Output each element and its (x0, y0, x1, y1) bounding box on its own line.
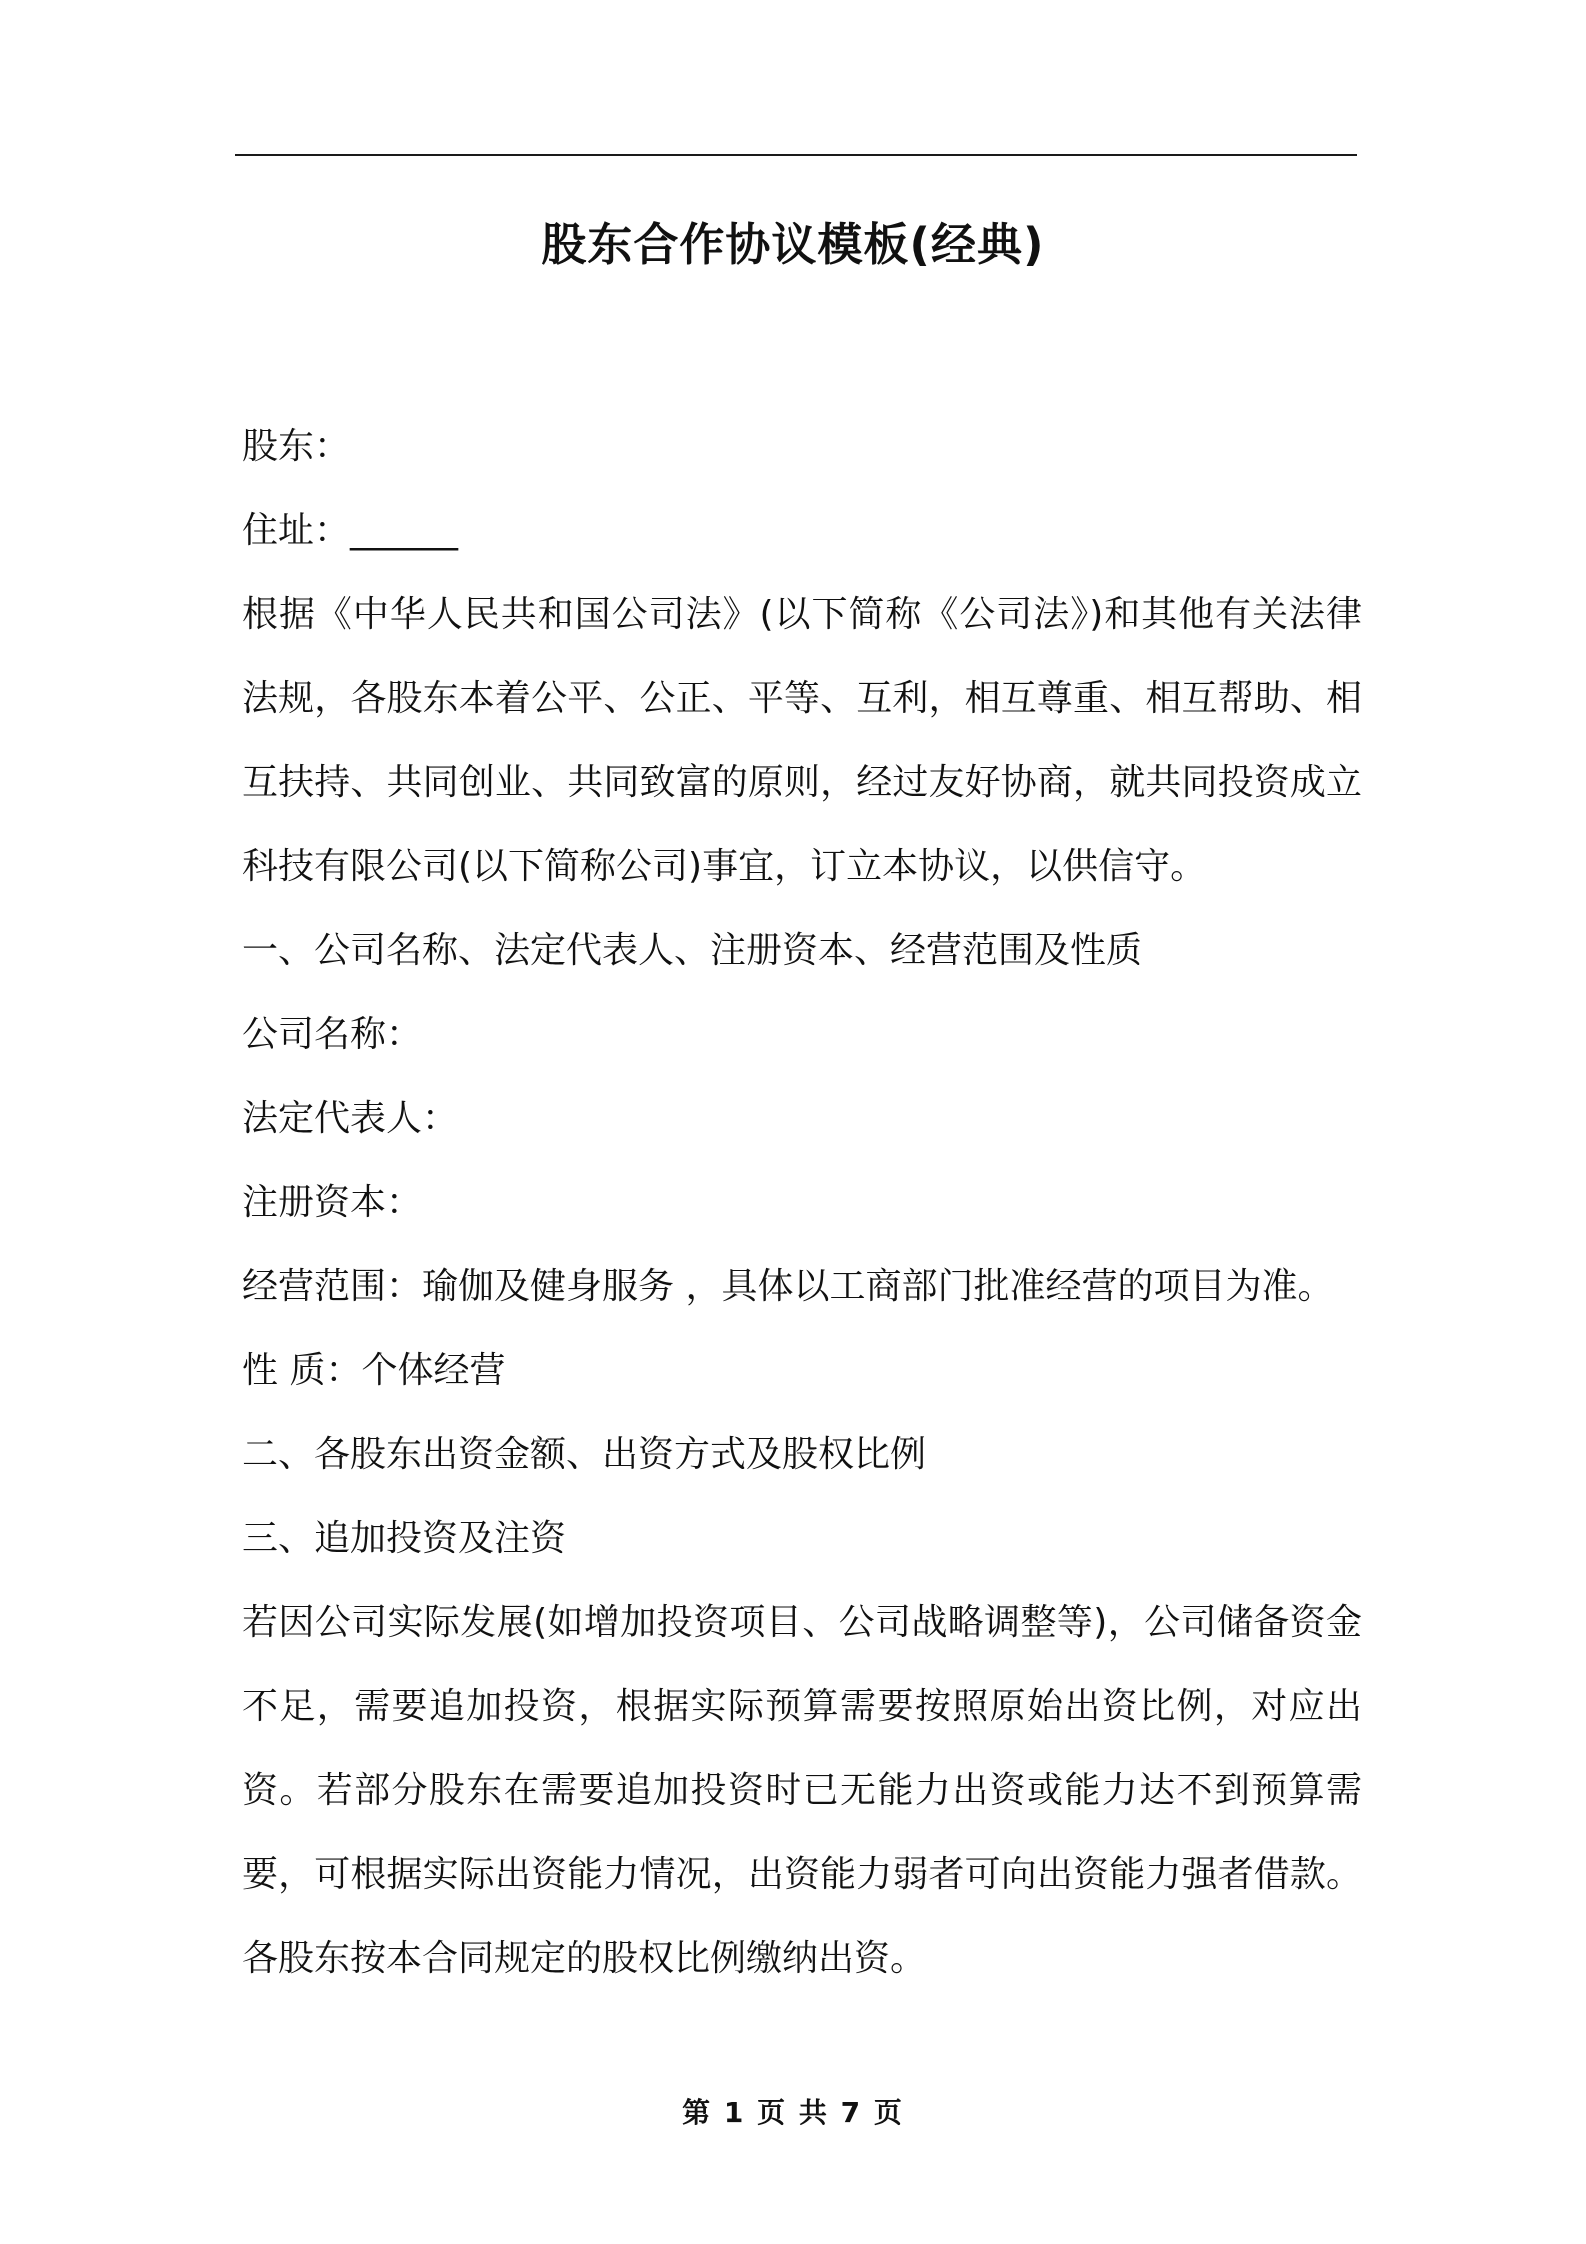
document-title: 股东合作协议模板(经典) (541, 218, 1045, 271)
additional-investment-paragraph: 若因公司实际发展(如增加投资项目、公司战略调整等)，公司储备资金不足，需要追加投资，根据实际预算需要按照原始出资比例，对应出资。若部分股东在需要追加投资时已无能力出资或能力达不到预算需要，可根据实际出资能力情况，出资能力弱者可向出资能力强者借款。各股东按本合同规定的股权比例缴纳出资。 (242, 1602, 1362, 1979)
preamble-paragraph: 根据《中华人民共和国公司法》(以下简称《公司法》)和其他有关法律法规，各股东本着公平、公正、平等、互利，相互尊重、相互帮助、相互扶持、共同创业、共同致富的原则，经过友好协商，就共同投资成立科技有限公司(以下简称公司)事宜，订立本协议，以供信守。 (242, 594, 1362, 887)
nature-line: 性 质：个体经营 (242, 1350, 506, 1391)
header-divider (235, 154, 1357, 156)
section-heading-1: 一、公司名称、法定代表人、注册资本、经营范围及性质 (242, 930, 1143, 971)
section-heading-2: 二、各股东出资金额、出资方式及股权比例 (242, 1434, 927, 1475)
address-line: 住址：______ (242, 510, 459, 551)
page-footer: 第 1 页 共 7 页 (682, 2096, 904, 2129)
business-scope-line: 经营范围：瑜伽及健身服务 ，具体以工商部门批准经营的项目为准。 (242, 1266, 1334, 1307)
section-heading-3: 三、追加投资及注资 (242, 1518, 567, 1559)
legal-representative-line: 法定代表人： (242, 1098, 459, 1139)
shareholder-line: 股东： (242, 426, 351, 467)
registered-capital-line: 注册资本： (242, 1182, 423, 1223)
company-name-line: 公司名称： (242, 1014, 423, 1055)
document-body (242, 405, 1362, 2001)
